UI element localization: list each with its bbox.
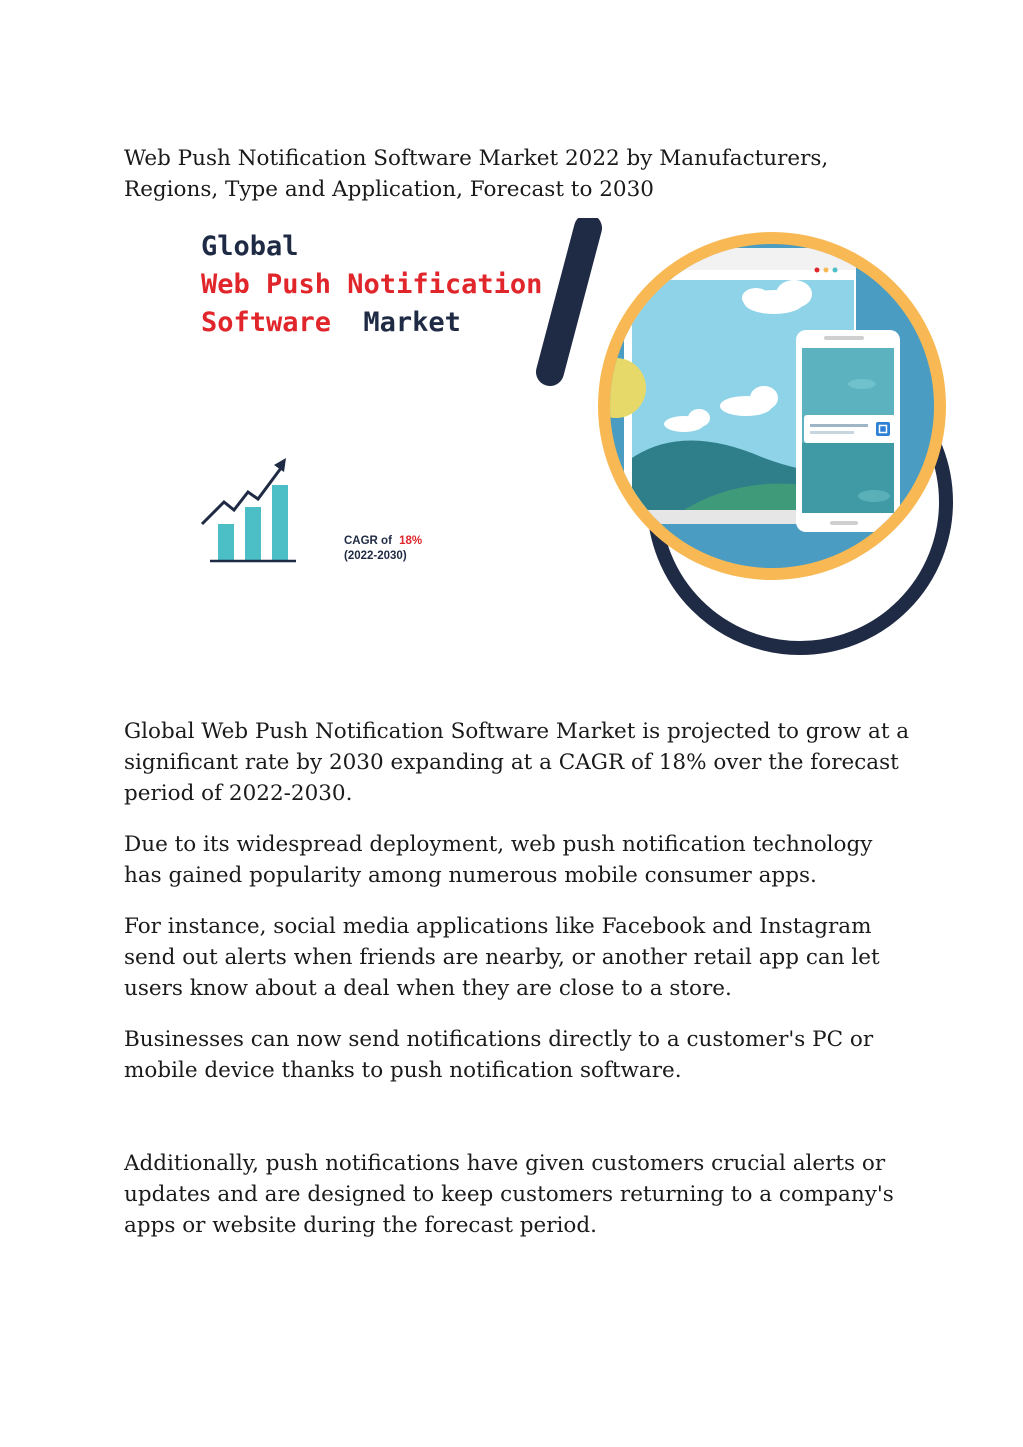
cagr-period: (2022-2030) — [344, 550, 407, 562]
article-body — [124, 716, 914, 1261]
decorative-slant-bar — [550, 228, 588, 372]
banner-heading-software: Software — [201, 307, 332, 338]
cagr-prefix: CAGR of — [344, 535, 392, 547]
paragraph-intro: Global Web Push Notification Software Market is projected to grow at a significant rate by 2030 expanding at a CAGR of 18% over the forecast period of 2022-2030. — [124, 719, 910, 806]
banner-heading-line2: Web Push Notification — [201, 269, 543, 300]
banner-image — [124, 218, 962, 658]
paragraph-businesses: Businesses can now send notifications directly to a customer's PC or mobile device thanks to push notification software. — [124, 1027, 874, 1083]
cagr-label — [344, 535, 422, 547]
banner-heading-market: Market — [363, 307, 461, 338]
paragraph-deployment: Due to its widespread deployment, web push notification technology has gained popularity among numerous mobile consumer apps. — [124, 832, 873, 888]
cagr-value: 18% — [399, 535, 423, 547]
growth-chart-icon — [202, 458, 296, 562]
banner-heading-line1: Global — [201, 231, 299, 262]
banner-heading-line3 — [201, 307, 461, 338]
paragraph-example: For instance, social media applications like Facebook and Instagram send out alerts when friends are nearby, or another retail app can let users know about a deal when they are close to a store. — [124, 914, 880, 1001]
smartphone-icon — [796, 330, 900, 532]
paragraph-additionally: Additionally, push notifications have given customers crucial alerts or updates and are designed to keep customers returning to a company's apps or website during the forecast period. — [124, 1151, 894, 1238]
page-title: Web Push Notification Software Market 2022 by Manufacturers, Regions, Type and Application, Forecast to 2030 — [124, 146, 829, 202]
